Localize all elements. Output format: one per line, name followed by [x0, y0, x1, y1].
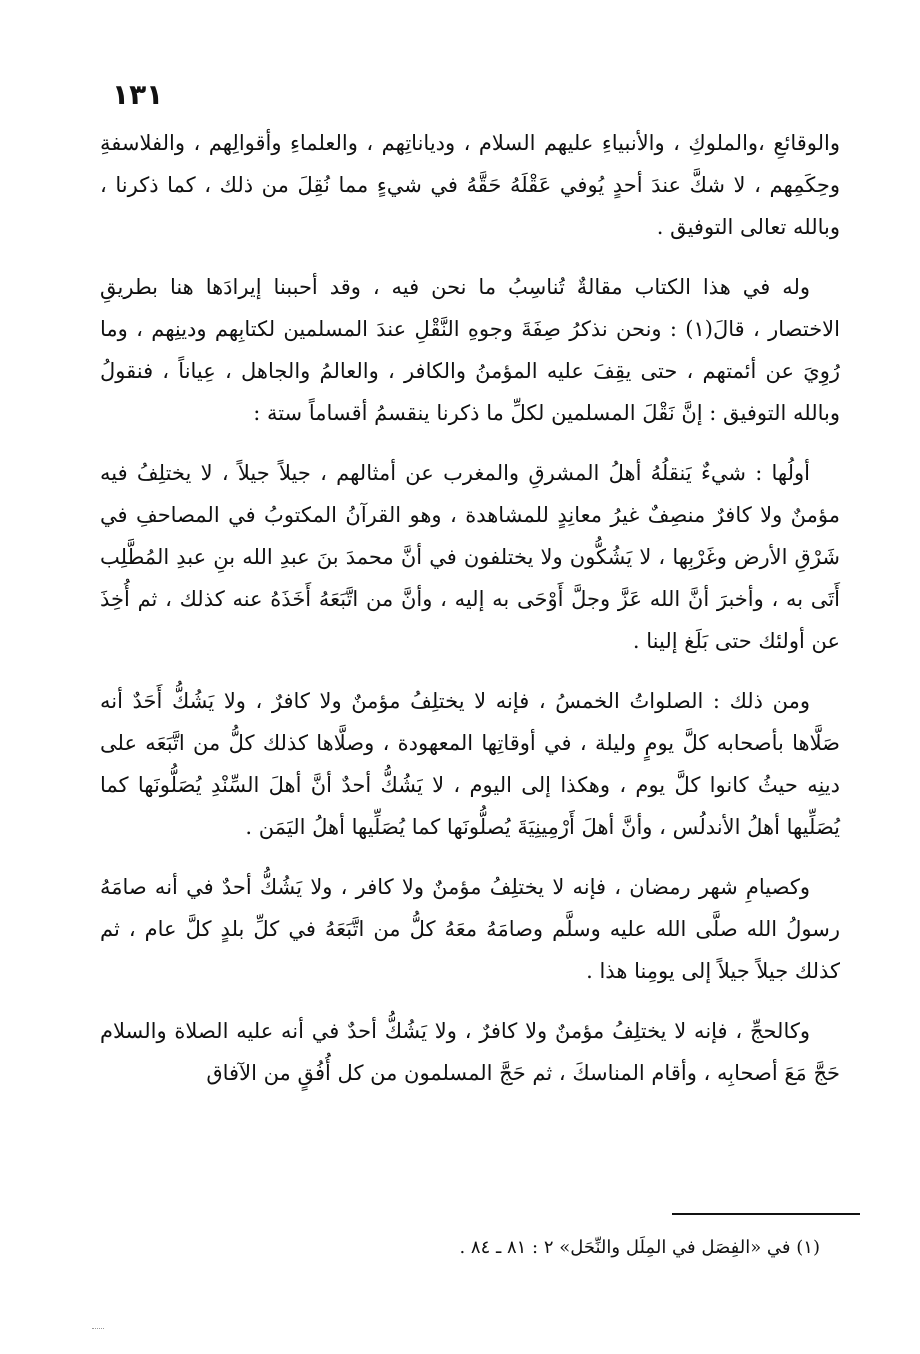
footnote: (١) في «الفِصَل في المِلَل والنِّحَل» ٢ : ٨١ ـ ٨٤ .: [459, 1237, 820, 1258]
paragraph-ramadan-fasting: وكصيامِ شهر رمضان ، فإنه لا يختلِفُ مؤمنٌ ولا كافر ، ولا يَشُكُّ أحدٌ في أنه صامَهُ رسولُ الله صلَّى الله عليه وسلَّم وصامَهُ معَهُ كلُّ من اتَّبَعَهُ في كلِّ بلدٍ كلَّ عام ، ثم كذلك جيلاً جيلاً إلى يومِنا هذا .: [100, 875, 840, 983]
paragraph-continuation: والوقائعِ ،والملوكِ ، والأنبياءِ عليهم السلام ، ودياناتِهم ، والعلماءِ وأقوالِهم ، والفلاسفةِ وحِكَمِهم ، لا شكَّ عندَ أحدٍ يُوفي عَقْلَهُ حَقَّهُ في شيءٍ مما نُقِلَ من ذلك ، كما ذكرنا ، وبالله تعالى التوفيق .: [100, 131, 840, 239]
paragraph-intro-article: وله في هذا الكتاب مقالةٌ تُناسِبُ ما نحن فيه ، وقد أحببنا إيرادَها هنا بطريقِ الاختصار ، قالَ(١) : ونحن نذكرُ صِفَةَ وجوهِ النَّقْلِ عندَ المسلمين لكتابِهم ودينِهم ، وما رُوِيَ عن أئمتهم ، حتى يقِفَ عليه المؤمنُ والكافر ، والعالمُ والجاهل ، عِياناً ، فنقولُ وبالله التوفيق : إنَّ نَقْلَ المسلمين لكلِّ ما ذكرنا ينقسمُ أقساماً ستة :: [100, 275, 840, 425]
footnote-divider: [672, 1213, 860, 1215]
main-text: [100, 122, 840, 1112]
margin-mark: [92, 1328, 104, 1331]
paragraph-pilgrimage: وكالحجِّ ، فإنه لا يختلِفُ مؤمنٌ ولا كافرٌ ، ولا يَشُكُّ أحدٌ في أنه عليه الصلاة والسلام حَجَّ مَعَ أصحابِه ، وأقام المناسكَ ، ثم حَجَّ المسلمون من كل أُفُقٍ من الآفاق: [100, 1019, 840, 1085]
paragraph-quran-transmission: أولُها : شيءٌ يَنقلُهُ أهلُ المشرقِ والمغرب عن أمثالهم ، جيلاً جيلاً ، لا يختلِفُ فيه مؤمنٌ ولا كافرٌ منصِفٌ غيرُ معانِدٍ للمشاهدة ، وهو القرآنُ المكتوبُ في المصاحفِ في شَرْقِ الأرض وغَرْبِها ، لا يَشُكُّون ولا يختلفون في أنَّ محمدَ بنَ عبدِ الله بنِ عبدِ المُطَّلِب أَتَى به ، وأخبرَ أنَّ الله عَزَّ وجلَّ أَوْحَى به إليه ، وأنَّ من اتَّبَعَهُ أَخَذَهُ عنه كذلك ، ثم أُخِذَ عن أولئك حتى بَلَغ إلينا .: [100, 461, 840, 653]
page-number: ١٣١: [112, 78, 164, 111]
paragraph-five-prayers: ومن ذلك : الصلواتُ الخمسُ ، فإنه لا يختلِفُ مؤمنٌ ولا كافرٌ ، ولا يَشُكُّ أَحَدٌ أنه صَلَّاها بأصحابه كلَّ يومٍ وليلة ، في أوقاتِها المعهودة ، وصلَّاها كذلك كلُّ من اتَّبَعَه على دينِه حيثُ كانوا كلَّ يوم ، وهكذا إلى اليوم ، لا يَشُكُّ أحدٌ أنَّ أهلَ السِّنْدِ يُصَلُّونَها كما يُصَلِّيها أهلُ الأندلُس ، وأنَّ أهلَ أَرْمِينِيَةَ يُصلُّونَها كما يُصَلِّيها أهلُ اليَمَن .: [100, 689, 840, 839]
